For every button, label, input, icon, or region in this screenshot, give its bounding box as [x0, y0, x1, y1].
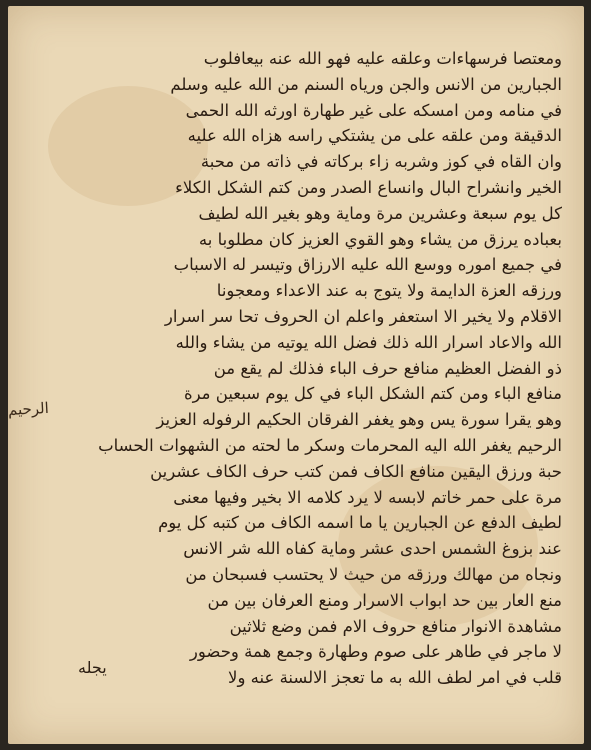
closing-word: يجله: [78, 658, 107, 677]
margin-note: الرحيم: [7, 398, 50, 420]
text-line: منافع الباء ومن كتم الشكل الباء في كل يوم سبعين مرة: [183, 384, 562, 404]
text-line: لطيف الدفع عن الجبارين يا ما اسمه الكاف من كتبه كل يوم: [158, 513, 562, 533]
text-line: في جميع اموره ووسع الله عليه الارزاق وتيسر له الاسباب: [173, 255, 562, 275]
manuscript-page: [8, 6, 584, 744]
text-line: ونجاه من مهالك ورزقه من حيث لا يحتسب فسبحان من: [185, 564, 562, 584]
text-line: ورزقه العزة الدايمة ولا يتوج به عند الاعداء ومعجونا: [216, 281, 562, 301]
text-line: عند بزوغ الشمس احدى عشر وماية كفاه الله شر الانس: [183, 539, 562, 559]
text-line: منع العار بين حد ابواب الاسرار ومنع العرفان بين من: [207, 590, 562, 610]
manuscript-text: [30, 46, 562, 691]
text-line: كل يوم سبعة وعشرين مرة وماية وهو بغير الله لطيف: [198, 203, 562, 223]
text-line: وهو يقرا سورة يس وهو يغفر الفرقان الحكيم الرفوله العزيز: [156, 410, 562, 430]
text-line: حبة ورزق اليقين منافع الكاف فمن كتب حرف الكاف عشرين: [150, 461, 562, 481]
text-line: الاقلام ولا يخير الا استعفر واعلم ان الحروف تحا سر اسرار: [164, 306, 562, 326]
text-line: مرة على حمر خاتم لابسه لا يرد كلامه الا بخير وفيها معنى: [173, 487, 562, 507]
text-line: وان القاه في كوز وشربه زاء بركاته في ذاته من محبة: [200, 152, 562, 172]
text-line: قلب في امر لطف الله به ما تعجز الالسنة عنه ولا: [228, 668, 562, 688]
text-line: ذو الفضل العظيم منافع حرف الباء فذلك لم يقع من: [213, 358, 562, 378]
text-line: الرحيم يغفر الله اليه المحرمات وسكر ما لحته من الشهوات الحساب: [98, 435, 562, 455]
text-line: الجبارين من الانس والجن ورياه السنم من الله عليه وسلم: [170, 74, 562, 94]
text-line: ومعتصا فرسهاءات وعلقه عليه فهو الله عنه بيعافلوب: [203, 49, 562, 68]
text-line: بعباده يرزق من يشاء وهو القوي العزيز كان مطلوبا به: [198, 229, 562, 249]
text-line: الله والاعاد اسرار الله ذلك فضل الله يوتيه من يشاء والله: [175, 332, 562, 352]
text-line: لا ماجر في طاهر على صوم وطهارة وجمع همة وحضور: [189, 642, 562, 662]
text-line: مشاهدة الانوار منافع حروف الام فمن وضع ثلاثين: [229, 616, 562, 636]
text-line: في منامه ومن امسكه على غير طهارة اورثه الله الحمى: [185, 100, 562, 120]
text-line: الدقيقة ومن علقه على من يشتكي راسه هزاه الله عليه: [187, 126, 562, 146]
text-line: الخير وانشراح البال وانساع الصدر ومن كتم الشكل الكلاء: [175, 177, 562, 197]
